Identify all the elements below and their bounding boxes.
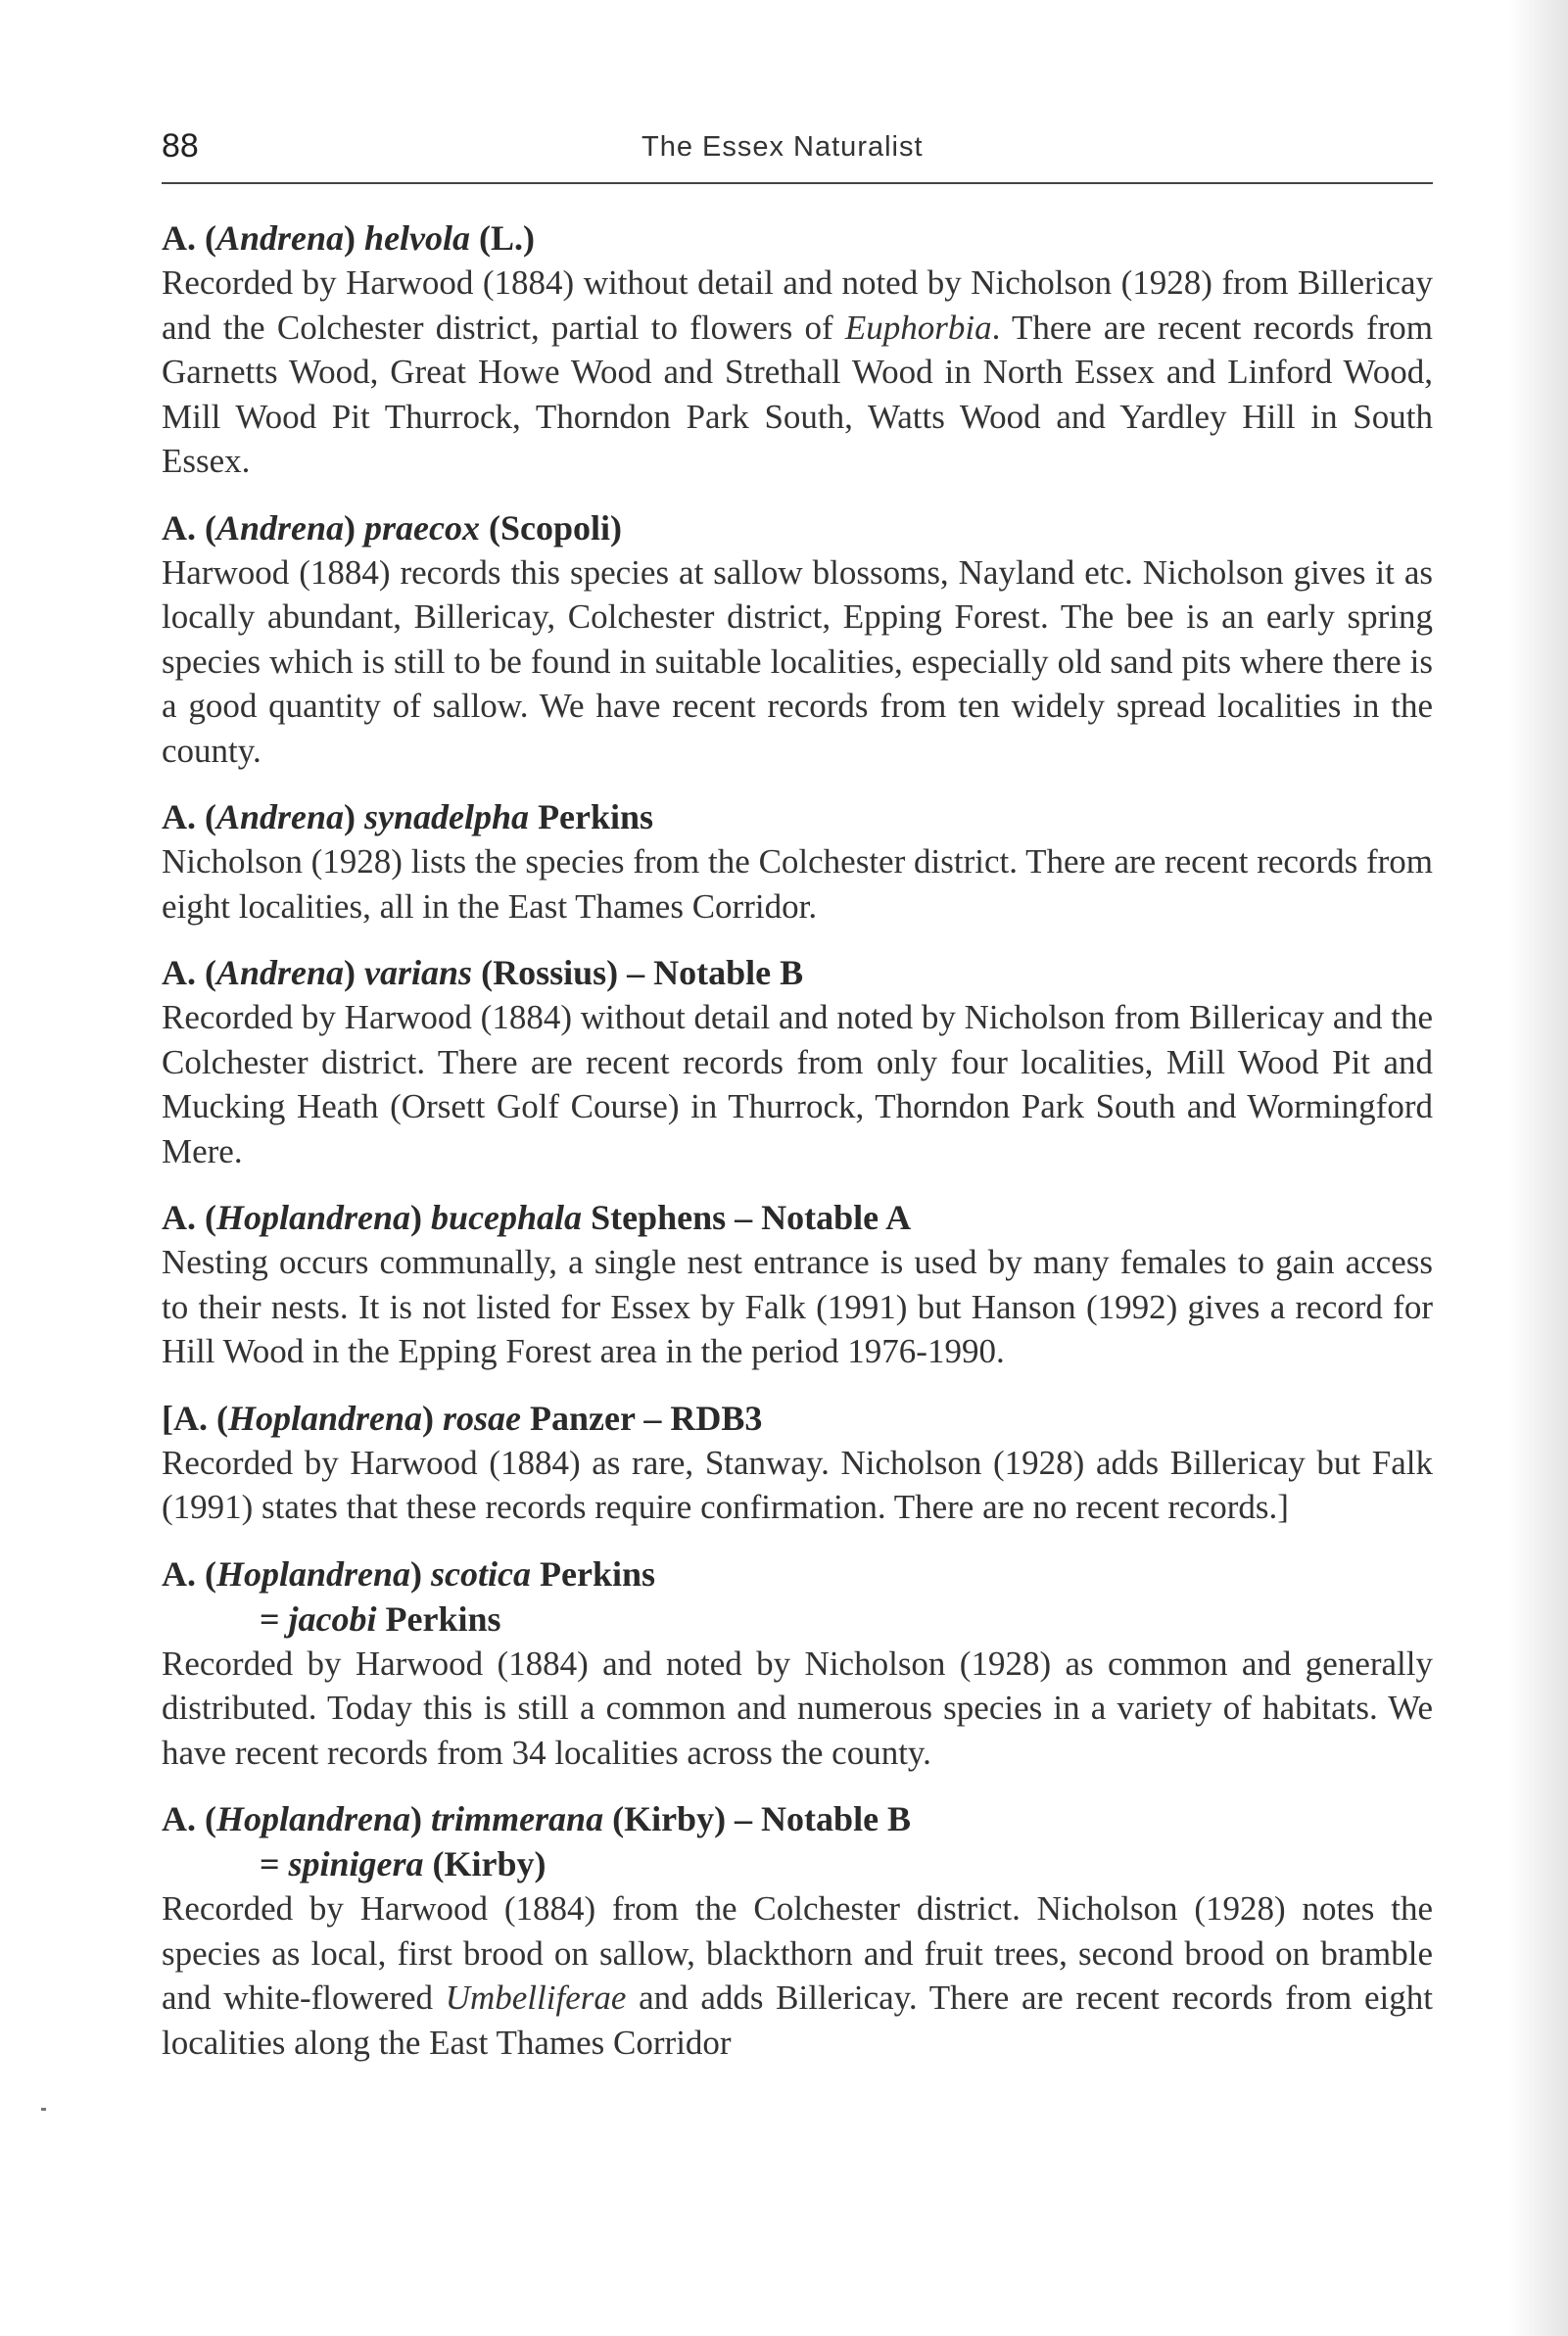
species-heading <box>162 1195 1433 1240</box>
description-text: Nicholson (1928) lists the species from the Colchester district. There are recent records from eight localities, all in the East Thames Corridor. <box>162 842 1433 926</box>
page-number: 88 <box>162 127 199 165</box>
synonym-prefix: = <box>260 1844 289 1883</box>
subgenus-name: Andrena <box>216 953 345 992</box>
species-entry <box>162 215 1433 484</box>
species-name: helvola <box>364 218 471 258</box>
heading-separator: ) <box>344 797 365 836</box>
description-text: Recorded by Harwood (1884) and noted by Nicholson (1928) as common and generally distributed. Today this is still a common and numerous species in a variety of habitats. We have recent records from 34 localities across the county. <box>162 1644 1433 1772</box>
subgenus-name: Hoplandrena <box>216 1553 411 1594</box>
author-status: Stephens – Notable A <box>582 1198 912 1237</box>
species-name: synadelpha <box>364 797 530 836</box>
species-heading <box>162 505 1433 550</box>
species-description <box>162 995 1433 1173</box>
description-text: Recorded by Harwood (1884) as rare, Stanway. Nicholson (1928) adds Billericay but Falk (1991) states that these records require confirmation. There are no recent records.] <box>162 1443 1433 1526</box>
heading-separator: ) <box>410 1198 432 1237</box>
subgenus-name: Hoplandrena <box>216 1799 411 1838</box>
species-name: scotica <box>431 1553 532 1594</box>
description-text: and adds Billericay. There are recent records from eight localities along the East Thames Corridor <box>162 1978 1433 2062</box>
species-entry <box>162 1551 1433 1776</box>
genus-prefix: A. ( <box>162 953 216 992</box>
genus-prefix: A. ( <box>162 797 216 836</box>
subgenus-name: Andrena <box>216 507 345 548</box>
synonym-line <box>162 1597 1433 1642</box>
synonym-author: (Kirby) <box>423 1844 546 1883</box>
description-text: Nesting occurs communally, a single nest entrance is used by many females to gain access to their nests. It is not listed for Essex by Falk (1991) but Hanson (1992) gives a record for Hill Wood in the Epping Forest area in the period 1976-1990. <box>162 1243 1433 1370</box>
subgenus-name: Andrena <box>216 797 345 836</box>
species-name: bucephala <box>431 1198 583 1237</box>
species-name: praecox <box>364 507 481 548</box>
author-status: (Scopoli) <box>480 507 623 548</box>
species-name: varians <box>364 953 473 992</box>
species-heading <box>162 1796 1433 1841</box>
species-heading <box>162 794 1433 839</box>
genus-prefix: A. ( <box>162 507 216 548</box>
species-description <box>162 550 1433 774</box>
subgenus-name: Andrena <box>216 218 345 258</box>
species-heading <box>162 950 1433 995</box>
species-description <box>162 839 1433 929</box>
subgenus-name: Hoplandrena <box>216 1198 411 1237</box>
species-heading <box>162 1551 1433 1597</box>
synonym-species: jacobi <box>288 1598 377 1639</box>
species-entry <box>162 505 1433 774</box>
author-status: Panzer – RDB3 <box>521 1398 763 1438</box>
page-edge-shadow <box>1509 0 1568 2336</box>
italic-taxon: Umbelliferae <box>445 1978 627 2017</box>
genus-prefix: A. ( <box>162 1799 216 1838</box>
genus-prefix: A. ( <box>162 1198 216 1237</box>
margin-mark <box>41 2108 46 2111</box>
subgenus-name: Hoplandrena <box>227 1398 423 1438</box>
heading-separator: ) <box>344 953 365 992</box>
species-description <box>162 1240 1433 1374</box>
description-text: . There are recent records from Garnetts Wood, Great Howe Wood and Strethall Wood in North Essex and Linford Wood, Mill Wood Pit Thurrock, Thorndon Park South, Watts Wood and Yardley Hill in South Essex. <box>162 308 1433 480</box>
description-text: Recorded by Harwood (1884) without detail and noted by Nicholson from Billericay and the Colchester district. There are recent records from only four localities, Mill Wood Pit and Mucking Heath (Orsett Golf Course) in Thurrock, Thorndon Park South and Wormingford Mere. <box>162 998 1433 1170</box>
species-entry <box>162 950 1433 1173</box>
species-heading <box>162 215 1433 261</box>
author-status: Perkins <box>529 797 654 836</box>
species-entry <box>162 1396 1433 1530</box>
synonym-author: Perkins <box>376 1598 501 1639</box>
genus-prefix: A. ( <box>162 1553 216 1594</box>
species-name: rosae <box>443 1398 522 1438</box>
description-text: Recorded by Harwood (1884) without detail and noted by Nicholson (1928) from Billericay and the Colchester district, partial to flowers of <box>162 263 1433 347</box>
italic-taxon: Euphorbia <box>844 308 992 347</box>
species-description <box>162 1642 1433 1776</box>
heading-separator: ) <box>410 1799 432 1838</box>
synonym-prefix: = <box>260 1598 289 1639</box>
genus-prefix: A. ( <box>162 218 216 258</box>
species-description <box>162 261 1433 484</box>
author-status: Perkins <box>531 1553 656 1594</box>
author-status: (Kirby) – Notable B <box>603 1799 912 1838</box>
author-status: (L.) <box>470 218 536 258</box>
species-heading <box>162 1396 1433 1441</box>
species-description <box>162 1886 1433 2065</box>
description-text: Recorded by Harwood (1884) from the Colchester district. Nicholson (1928) notes the species as local, first brood on sallow, blackthorn and fruit trees, second brood on bramble and white-flowered <box>162 1889 1433 2017</box>
heading-separator: ) <box>422 1398 444 1438</box>
species-accounts <box>162 215 1433 2086</box>
heading-separator: ) <box>344 218 365 258</box>
genus-prefix: [A. ( <box>162 1398 228 1438</box>
species-entry <box>162 1796 1433 2065</box>
heading-separator: ) <box>410 1553 432 1594</box>
journal-title: The Essex Naturalist <box>641 131 924 163</box>
author-status: (Rossius) – Notable B <box>472 953 804 992</box>
species-entry <box>162 794 1433 929</box>
species-description <box>162 1441 1433 1530</box>
description-text: Harwood (1884) records this species at sallow blossoms, Nayland etc. Nicholson gives it as locally abundant, Billericay, Colchester district, Epping Forest. The bee is an early spring species which is still to be found in suitable localities, especially old sand pits where there is a good quantity of sallow. We have recent records from ten widely spread localities in the county. <box>162 552 1433 770</box>
species-entry <box>162 1195 1433 1374</box>
synonym-line <box>162 1841 1433 1886</box>
synonym-species: spinigera <box>288 1844 424 1883</box>
running-head <box>162 127 1433 176</box>
heading-separator: ) <box>344 507 365 548</box>
species-name: trimmerana <box>431 1799 604 1838</box>
header-rule <box>162 182 1433 184</box>
